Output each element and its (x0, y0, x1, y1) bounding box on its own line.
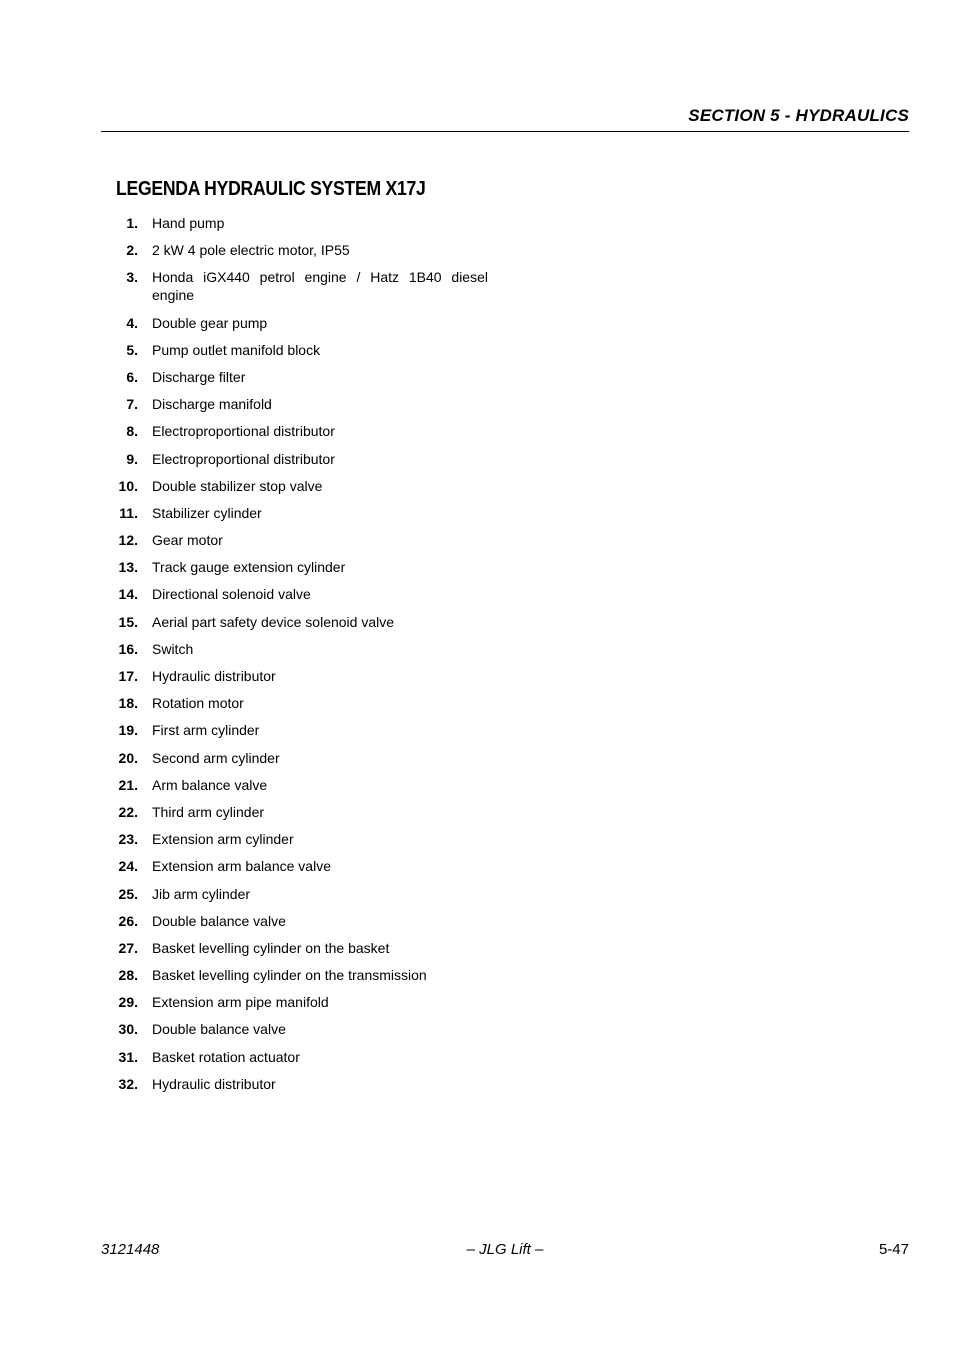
list-item (100, 803, 500, 821)
list-item (100, 885, 500, 903)
list-item-number: 32. (118, 1075, 138, 1092)
list-item (100, 912, 500, 930)
list-item (100, 640, 500, 658)
list-item-text: Basket levelling cylinder on the transmission (152, 967, 427, 984)
footer-brand: – JLG Lift – (466, 1241, 544, 1258)
list-item-text: Third arm cylinder (152, 803, 265, 820)
list-item (100, 939, 500, 957)
list-item-number: 1. (126, 215, 138, 231)
list-item-number: 31. (118, 1048, 138, 1065)
list-item-number: 27. (118, 939, 138, 956)
list-item (100, 314, 500, 332)
list-item (100, 830, 500, 848)
list-item-text: Rotation motor (152, 695, 244, 712)
footer-page-number: 5-47 (878, 1241, 909, 1258)
list-item-text: Electroproportional distributor (152, 423, 335, 440)
list-item (100, 450, 500, 468)
list-item-text: Extension arm balance valve (152, 858, 331, 875)
list-item-text: Double gear pump (152, 314, 268, 331)
list-item-number: 18. (118, 695, 138, 712)
list-item (100, 241, 500, 259)
list-item-text: Arm balance valve (152, 776, 268, 793)
list-item-number: 30. (118, 1021, 138, 1038)
header-divider (101, 131, 909, 132)
list-item-text: Stabilizer cylinder (152, 504, 262, 521)
list-item-number: 25. (118, 885, 138, 902)
list-item-text: First arm cylinder (152, 722, 260, 739)
list-item-number: 14. (118, 586, 138, 603)
list-item-text: Switch (152, 640, 194, 657)
list-item (100, 341, 500, 359)
list-item (100, 504, 500, 522)
list-item (100, 613, 500, 631)
list-item-text: Extension arm pipe manifold (152, 994, 329, 1011)
list-item (100, 721, 500, 739)
list-item (100, 1075, 500, 1093)
list-item (100, 477, 500, 495)
list-item-number: 4. (126, 314, 138, 331)
list-item-number: 19. (118, 722, 138, 739)
list-item (100, 1048, 500, 1066)
list-item-text: Hand pump (152, 215, 225, 231)
list-item (100, 585, 500, 603)
list-item-number: 11. (119, 504, 138, 521)
list-item-text: Second arm cylinder (152, 749, 280, 766)
list-item (100, 531, 500, 549)
list-item-text: Aerial part safety device solenoid valve (152, 613, 395, 630)
list-item-number: 21. (118, 776, 138, 793)
list-item-number: 7. (126, 396, 138, 413)
list-item-number: 13. (118, 559, 138, 576)
list-item-text: Directional solenoid valve (152, 586, 311, 603)
list-item-text: Jib arm cylinder (152, 885, 251, 902)
list-item (100, 395, 500, 413)
list-item-number: 8. (126, 423, 138, 440)
list-item-text: Electroproportional distributor (152, 450, 335, 467)
list-item (100, 558, 500, 576)
list-item-number: 23. (118, 831, 138, 848)
page-title: LEGENDA HYDRAULIC SYSTEM X17J (116, 178, 426, 200)
list-item-number: 17. (118, 668, 138, 684)
list-item-text: Basket levelling cylinder on the basket (152, 939, 390, 956)
list-item (100, 749, 500, 767)
list-item-text: Double balance valve (152, 912, 286, 929)
list-item-number: 9. (126, 450, 138, 467)
footer-doc-number: 3121448 (101, 1241, 160, 1258)
list-item-number: 16. (118, 640, 138, 657)
list-item-number: 10. (118, 477, 138, 494)
list-item (100, 214, 500, 232)
list-item-number: 5. (126, 341, 138, 358)
list-item (100, 993, 500, 1011)
list-item-text: Discharge filter (152, 368, 246, 385)
list-item-text: Track gauge extension cylinder (152, 559, 346, 576)
list-item (100, 368, 500, 386)
list-item (100, 422, 500, 440)
list-item-text: Gear motor (152, 532, 223, 549)
list-item-text: Extension arm cylinder (152, 831, 294, 848)
list-item-text: Double stabilizer stop valve (152, 477, 323, 494)
list-item (100, 857, 500, 875)
list-item (100, 966, 500, 984)
list-item-text: 2 kW 4 pole electric motor, IP55 (152, 242, 350, 259)
list-item-number: 15. (118, 613, 138, 630)
list-item-number: 2. (126, 242, 138, 259)
list-item-text: Hydraulic distributor (152, 1075, 276, 1092)
list-item-number: 6. (126, 368, 138, 385)
list-item-number: 28. (118, 967, 138, 984)
list-item-number: 22. (118, 803, 138, 820)
list-item-number: 29. (118, 994, 138, 1011)
list-item-number: 3. (126, 269, 138, 286)
list-item-number: 20. (118, 749, 138, 766)
list-item (100, 694, 500, 712)
list-item-text: Hydraulic distributor (152, 668, 276, 684)
list-item (100, 667, 500, 685)
legend-list (100, 214, 500, 1102)
list-item-text: Pump outlet manifold block (152, 341, 321, 358)
list-item-text: Double balance valve (152, 1021, 286, 1038)
list-item-text: Discharge manifold (152, 396, 272, 413)
list-item (100, 268, 500, 304)
section-header: SECTION 5 - HYDRAULICS (688, 106, 909, 125)
list-item (100, 776, 500, 794)
list-item-number: 12. (118, 532, 138, 549)
list-item-number: 26. (118, 912, 138, 929)
list-item-text: Honda iGX440 petrol engine / Hatz 1B40 diesel engine (152, 269, 488, 304)
list-item-text: Basket rotation actuator (152, 1048, 300, 1065)
list-item (100, 1020, 500, 1038)
list-item-number: 24. (118, 858, 138, 875)
